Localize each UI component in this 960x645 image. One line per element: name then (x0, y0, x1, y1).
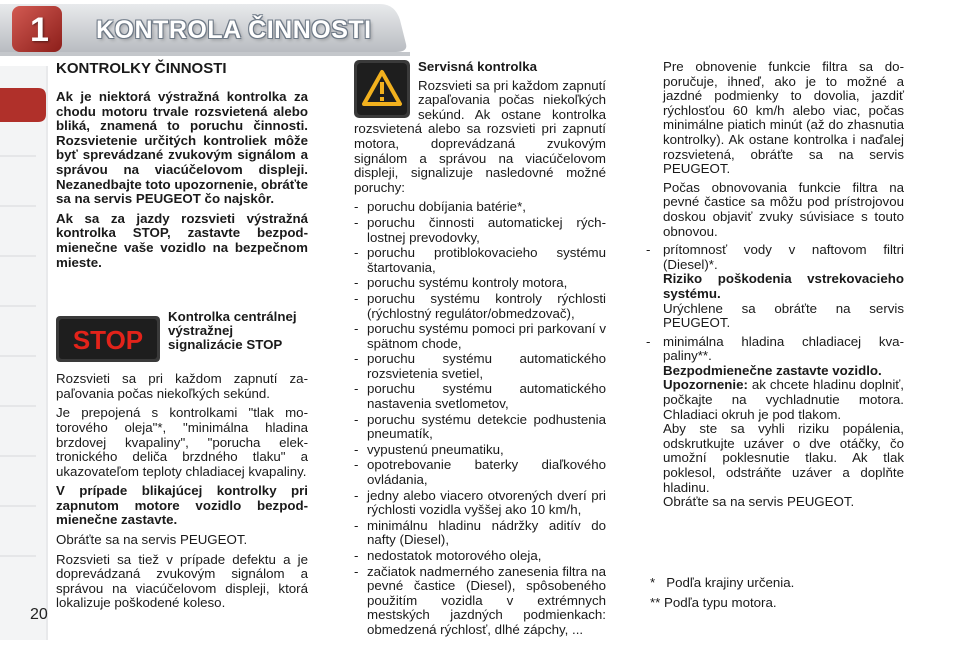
column-middle (354, 60, 606, 639)
stop-para-1: Rozsvieti sa pri každom zapnutí zapaľovania počas niekoľkých sekúnd. (56, 371, 308, 401)
list-item: - začiatok nadmerného zanesenia filtra na pevné častice (Diesel), spôsobeného použitím vozidla v extrémnych mestských jazdných podmienkach: obmedzená rýchlosť, dlhé zápchy, ... (354, 563, 606, 637)
list-item: - opotrebovanie baterky diaľkového ovládania, (354, 457, 606, 488)
stop-lamp-block (56, 310, 308, 366)
list-item: - poruchu systému pomoci pri parkovaní v spätnom chode, (354, 321, 606, 351)
list-item: - minimálna hladina chladiacej kvapaliny**. Bezpodmienečne zastavte vozidlo. Upozornenie: ak chcete hladinu doplniť, počkajte na vychladnutie motora. Chladiaci okruh je pod tlakom. Aby ste sa vyhli riziku popálenia, odskrutkujte uzáver o dve otáčky, čo umožní poklesnutie tlaku. Ak tlak poklesol, odstráňte uzáver a doplňte hladinu. Obráťte sa na servis PEUGEOT. (646, 333, 904, 510)
service-fault-list (354, 200, 606, 637)
list-item: - minimálnu hladinu nádržky aditív do nafty (Diesel), (354, 517, 606, 548)
list-item: - poruchu činnosti automatickej rýchlostnej prevodovky, (354, 214, 606, 245)
list-item: - prítomnosť vody v naftovom filtri (Diesel)*. Riziko poškodenia vstrekovacieho systému. Urýchlene sa obráťte na servis PEUGEOT. (646, 242, 904, 331)
page-title: KONTROLA ČINNOSTI (96, 16, 372, 44)
service-lamp-block (354, 60, 606, 195)
chapter-tabs-graphic (0, 66, 48, 640)
chapter-tabs (0, 66, 48, 640)
injection-risk-text: Riziko poškodenia vstrekovacieho systému. (663, 271, 904, 301)
footnote-engine: ** Podľa typu motora. (650, 595, 777, 610)
service-lamp-intro: Rozsvieti sa pri každom zapnutí zapaľovania počas niekoľkých sekúnd. Ak ostane kontrolka rozsvietená alebo sa rozsvieti pri zapnutí motora, doprevádzaná zvukovým signálom a správou na viacúčelovom displeji, signalizuje nasledovné možné poruchy: (354, 77, 606, 195)
footnote-country: * Podľa krajiny určenia. (650, 575, 795, 590)
list-item: - poruchu systému automatického nastavenia svetlometov, (354, 381, 606, 412)
stop-lamp-title: Kontrolka centrálnej výstražnej signalizácie STOP (168, 309, 297, 353)
page-number: 20 (30, 606, 48, 623)
list-item: - poruchu dobíjania batérie*, (354, 199, 526, 215)
extra-fault-list (646, 243, 904, 510)
warning-triangle-icon (354, 60, 410, 118)
stop-para-4: Obráťte sa na servis PEUGEOT. (56, 532, 248, 548)
filter-para-1: Pre obnovenie funkcie filtra sa doporučuje, ihneď, ako je to možné a jazdné podmienky to dovolia, jazdiť rýchlosťou 60 km/h alebo viac, počas minimálne piatich minút (až do zhasnutia kontrolky). Ak ostane kontrolka i naďalej rozsvietená, obráťte sa na servis PEUGEOT. (663, 59, 904, 177)
stop-para-2: Je prepojená s kontrolkami "tlak motorového oleja"*, "minimálna hladina brzdovej kvapaliny", "porucha elektronického deliča brzdného tlaku" a ukazovateľom teploty chladiacej kvapaliny. (56, 405, 308, 479)
stop-vehicle-text: Bezpodmienečne zastavte vozidlo. (663, 362, 882, 378)
list-item: - poruchu systému detekcie podhustenia pneumatík, (354, 411, 606, 442)
column-left (56, 60, 308, 616)
contact-service-text: Urýchlene sa obráťte na servis PEUGEOT. (663, 300, 904, 331)
list-item: - nedostatok motorového oleja, (354, 548, 542, 563)
column-right (646, 60, 904, 511)
list-item: - vypustenú pneumatiku, (354, 441, 504, 457)
filter-para-2: Počas obnovovania funkcie filtra na pevné častice sa môžu pod prístrojovou doskou objaviť zvuky súvisiace s touto obnovou. (663, 179, 904, 239)
contact-service-text-2: Obráťte sa na servis PEUGEOT. (663, 494, 855, 510)
intro-stop-text: Ak sa za jazdy rozsvieti výstražná kontrolka STOP, zastavte bezpodmienečne vaše vozidlo na bezpečnom mieste. (56, 210, 308, 270)
list-item: - poruchu systému kontroly motora, (354, 275, 568, 291)
caution-label: Upozornenie: (663, 377, 748, 393)
stop-lamp-text: STOP (72, 325, 144, 356)
list-item: - poruchu systému automatického rozsvietenia svetiel, (354, 351, 606, 381)
section-heading: KONTROLKY ČINNOSTI (56, 60, 227, 77)
stop-lamp-icon (56, 316, 160, 362)
list-item: - poruchu systému kontroly rýchlosti (rýchlostný regulátor/obmedzovač), (354, 290, 606, 321)
intro-warning-text: Ak je niektorá výstražná kontrolka za chodu motoru trvale rozsvietená alebo bliká, znamená to poruchu činnosti. Rozsvietenie určitých kontroliek môže byť sprevádzané zvukovým signálom a správou na viacúčelovom displeji. Nezanedbajte toto upozornenie, obráťte sa na servis PEUGEOT čo najskôr. (56, 89, 308, 207)
stop-para-3: V prípade blikajúcej kontrolky pri zapnutom motore vozidlo bezpodmienečne zastavte. (56, 483, 308, 528)
caution-text: ak chcete hladinu doplniť, počkajte na vychladnutie motora. Chladiaci okruh je pod tlakom. (663, 377, 904, 422)
page-header (0, 0, 960, 66)
footnotes (650, 573, 910, 613)
chapter-number (14, 8, 60, 52)
stop-para-5: Rozsvieti sa tiež v prípade defektu a je doprevádzaná zvukovým signálom a správou na viacúčelovom displeji, ktorá lokalizuje poškodené koleso. (56, 551, 308, 611)
burn-risk-text: Aby ste sa vyhli riziku popálenia, odskrutkujte uzáver o dve otáčky, čo umožní poklesnutie tlaku. Ak tlak poklesol, odstráňte uzáver a doplňte hladinu. (663, 421, 904, 495)
chapter-number-text: 1 (30, 11, 49, 49)
list-item: - jedny alebo viacero otvorených dverí pri rýchlosti vozidla vyššej ako 10 km/h, (354, 487, 606, 518)
service-lamp-title: Servisná kontrolka (418, 59, 537, 74)
water-in-filter-text: prítomnosť vody v naftovom filtri (Diesel)*. (663, 242, 904, 272)
coolant-level-text: minimálna hladina chladiacej kvapaliny**. (663, 333, 904, 364)
list-item: - poruchu protiblokovacieho systému štartovania, (354, 245, 606, 275)
